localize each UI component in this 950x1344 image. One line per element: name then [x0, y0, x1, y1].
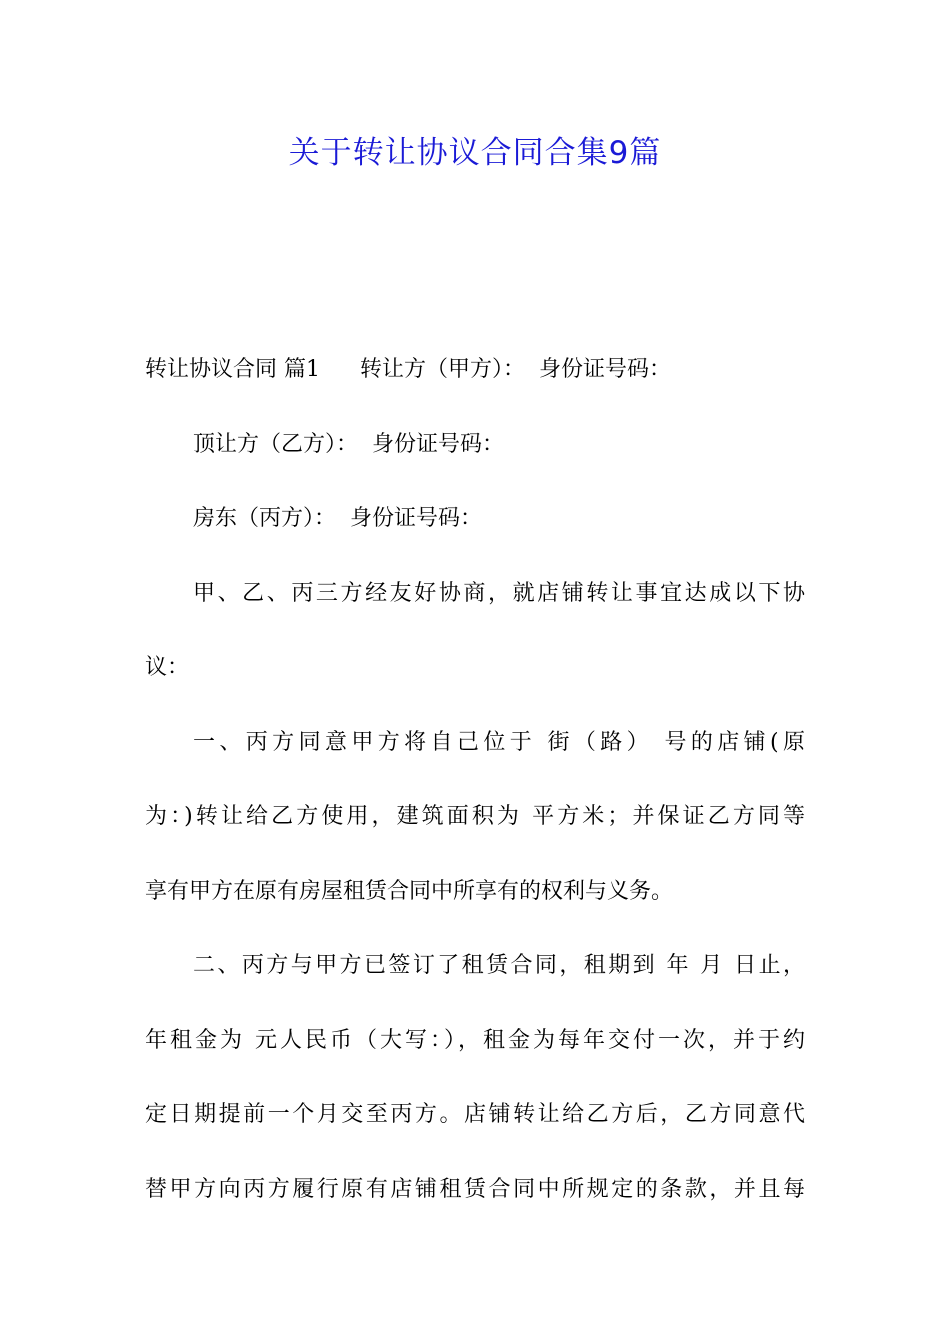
- party-a-id-label: 身份证号码：: [539, 357, 672, 382]
- party-c-label: 房东（丙方）：: [193, 506, 337, 531]
- party-b-line: [145, 408, 805, 483]
- paragraph-line: 一、丙方同意甲方将自己位于 街（路） 号的店铺(原: [193, 729, 805, 755]
- document-title: 关于转让协议合同合集9篇: [288, 135, 662, 171]
- party-c-line: [145, 482, 805, 557]
- party-b-label: 顶让方（乙方）：: [193, 431, 359, 457]
- heading-line: [145, 333, 805, 408]
- paragraph-line: 议：: [145, 655, 190, 680]
- party-a-label: 转让方（甲方）：: [360, 357, 526, 382]
- paragraph-line: 二、丙方与甲方已签订了租赁合同，租期到 年 月 日止，: [193, 953, 805, 978]
- paragraph-line: 享有甲方在原有房屋租赁合同中所享有的权利与义务。: [145, 878, 674, 904]
- paragraph-line: 定日期提前一个月交至丙方。店铺转让给乙方后，乙方同意代: [145, 1102, 805, 1127]
- paragraph-line: 替甲方向丙方履行原有店铺租赁合同中所规定的条款，并且每: [145, 1176, 805, 1202]
- party-c-id-label: 身份证号码：: [350, 506, 483, 531]
- document-body: [145, 333, 805, 1227]
- paragraph-line: 甲、乙、丙三方经友好协商，就店铺转让事宜达成以下协: [193, 580, 805, 606]
- paragraph-line: 为：)转让给乙方使用，建筑面积为 平方米；并保证乙方同等: [145, 804, 805, 829]
- party-b-id-label: 身份证号码：: [372, 431, 505, 457]
- paragraph-line: 年租金为 元人民币（大写：），租金为每年交付一次，并于约: [145, 1027, 805, 1053]
- section-label: 转让协议合同 篇1: [145, 357, 320, 382]
